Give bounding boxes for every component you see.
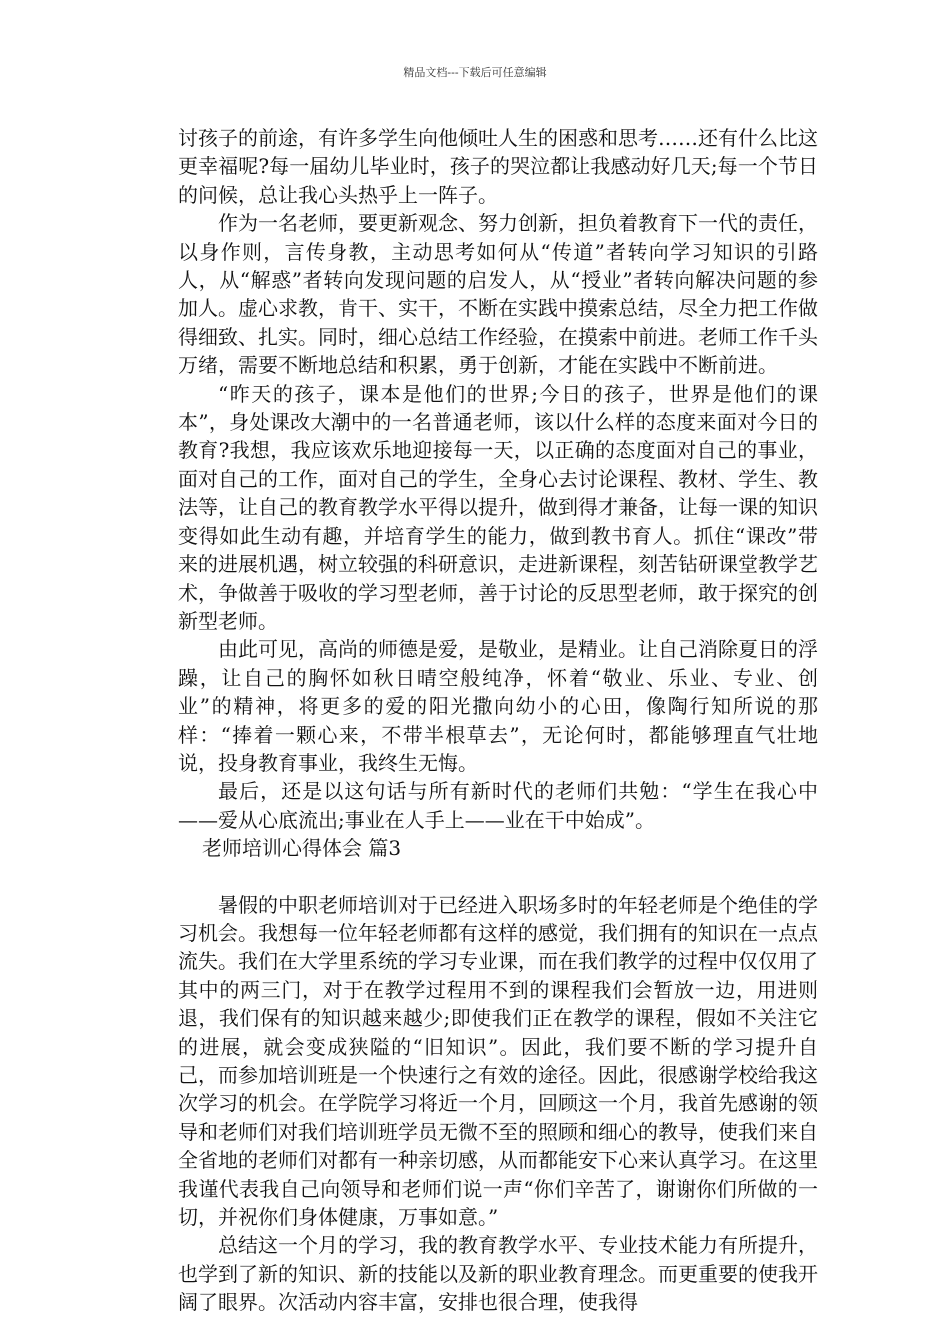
paragraph-6: 暑假的中职老师培训对于已经进入职场多时的年轻老师是个绝佳的学习机会。我想每一位年轻老师都有这样的感觉，我们拥有的知识在一点点流失。我们在大学里系统的学习专业课，而在我们教学的过程中仅仅用了其中的两三门，对于在教学过程用不到的课程我们会暂放一边，用进则退，我们保有的知识越来越少;即使我们正在教学的课程，假如不关注它的进展，就会变成狭隘的“旧知识”。因此，我们要不断的学习提升自己，而参加培训班是一个快速行之有效的途径。因此，很感谢学校给我这次学习的机会。在学院学习将近一个月，回顾这一个月，我首先感谢的领导和老师们对我们培训班学员无微不至的照顾和细心的教导，使我们来自全省地的老师们对都有一种亲切感，从而都能安下心来认真学习。在这里我谨代表我自己向领导和老师们说一声“你们辛苦了，谢谢你们所做的一切，并祝你们身体健康，万事如意。” (178, 892, 818, 1230)
paragraph-5: 最后，还是以这句话与所有新时代的老师们共勉：“学生在我心中——爱从心底流出;事业在人手上——业在干中始成”。 (178, 779, 818, 832)
paragraph-2: 作为一名老师，要更新观念、努力创新，担负着教育下一代的责任，以身作则，言传身教，主动思考如何从“传道”者转向学习知识的引路人，从“解惑”者转向发现问题的启发人，从“授业”者转向解决问题的参加人。虚心求教，肯干、实干，不断在实践中摸索总结，尽全力把工作做得细致、扎实。同时，细心总结工作经验，在摸索中前进。老师工作千头万绪，需要不断地总结和积累，勇于创新，才能在实践中不断前进。 (178, 211, 818, 378)
document-body (178, 124, 818, 1317)
blank-line (178, 863, 818, 891)
paragraph-3: “昨天的孩子，课本是他们的世界;今日的孩子，世界是他们的课本”，身处课改大潮中的一名普通老师，该以什么样的态度来面对今日的教育?我想，我应该欢乐地迎接每一天，以正确的态度面对自己的事业，面对自己的工作，面对自己的学生，全身心去讨论课程、教材、学生、教法等，让自己的教育教学水平得以提升，做到得才兼备，让每一课的知识变得如此生动有趣，并培育学生的能力，做到教书育人。抓住“课改”带来的进展机遇，树立较强的科研意识，走进新课程，刻苦钻研课堂教学艺术，争做善于吸收的学习型老师，善于讨论的反思型老师，敢于探究的创新型老师。 (178, 381, 818, 633)
paragraph-4: 由此可见，高尚的师德是爱，是敬业，是精业。让自己消除夏日的浮躁，让自己的胸怀如秋日晴空般纯净，怀着“敬业、乐业、专业、创业”的精神，将更多的爱的阳光撒向幼小的心田，像陶行知所说的那样：“捧着一颗心来，不带半根草去”，无论何时，都能够理直气壮地说，投身教育事业，我终生无悔。 (178, 637, 818, 775)
section-title: 老师培训心得体会 篇3 (202, 836, 402, 861)
paragraph-7: 总结这一个月的学习，我的教育教学水平、专业技术能力有所提升，也学到了新的知识、新的技能以及新的职业教育理念。而更重要的使我开阔了眼界。次活动内容丰富，安排也很合理，使我得 (178, 1233, 818, 1315)
page-header: 精品文档---下载后可任意编辑 (403, 66, 547, 79)
paragraph-1: 讨孩子的前途，有许多学生向他倾吐人生的困惑和思考……还有什么比这更幸福呢?每一届幼儿毕业时，孩子的哭泣都让我感动好几天;每一个节日的问候，总让我心头热乎上一阵子。 (178, 126, 818, 207)
